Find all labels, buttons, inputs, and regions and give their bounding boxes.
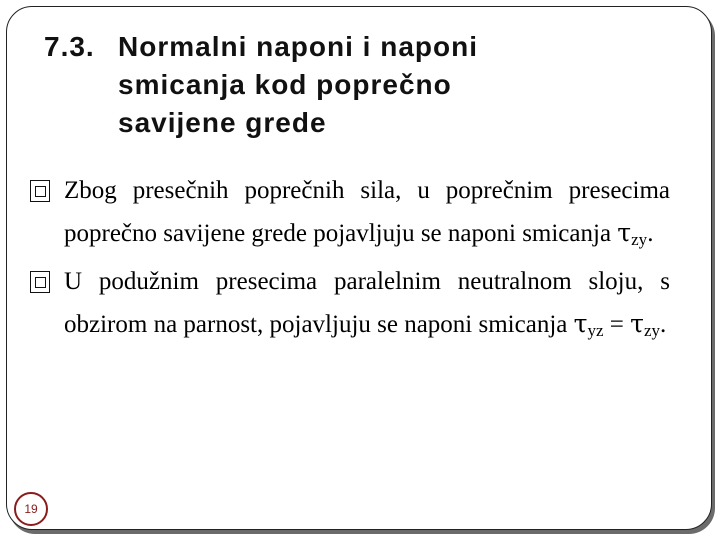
title-line-3: savijene grede bbox=[118, 107, 327, 138]
tau-symbol: τ bbox=[573, 309, 588, 338]
slide-title bbox=[44, 28, 644, 142]
bullet-marker-icon bbox=[30, 180, 50, 202]
page-number-badge: 19 bbox=[14, 492, 48, 526]
bullet-1-text: Zbog presečnih poprečnih sila, u poprečnim presecima poprečno savijene grede pojavljuju se naponi smicanja bbox=[64, 177, 670, 247]
slide-body bbox=[30, 170, 670, 352]
bullet-2-end: . bbox=[660, 311, 667, 338]
tau-symbol: τ bbox=[617, 218, 632, 247]
tau-subscript: yz bbox=[587, 321, 604, 340]
tau-subscript: zy bbox=[631, 230, 648, 249]
bullet-1-end: . bbox=[647, 220, 654, 247]
tau-subscript: zy bbox=[643, 321, 660, 340]
tau-symbol: τ bbox=[630, 309, 644, 338]
title-line-1 bbox=[44, 28, 644, 66]
bullet-2-text: U podužnim presecima paralelnim neutralnom sloju, s obzirom na parnost, pojavljuju se naponi smicanja bbox=[64, 268, 670, 338]
bullet-item-1 bbox=[30, 170, 670, 261]
bullet-marker-icon bbox=[30, 271, 50, 293]
equals-sign: = bbox=[603, 311, 631, 338]
bullet-item-2 bbox=[30, 261, 670, 352]
title-line-2: smicanja kod poprečno bbox=[118, 69, 452, 100]
section-number: 7.3. bbox=[44, 31, 95, 62]
title-text-1: Normalni naponi i naponi bbox=[118, 31, 478, 62]
